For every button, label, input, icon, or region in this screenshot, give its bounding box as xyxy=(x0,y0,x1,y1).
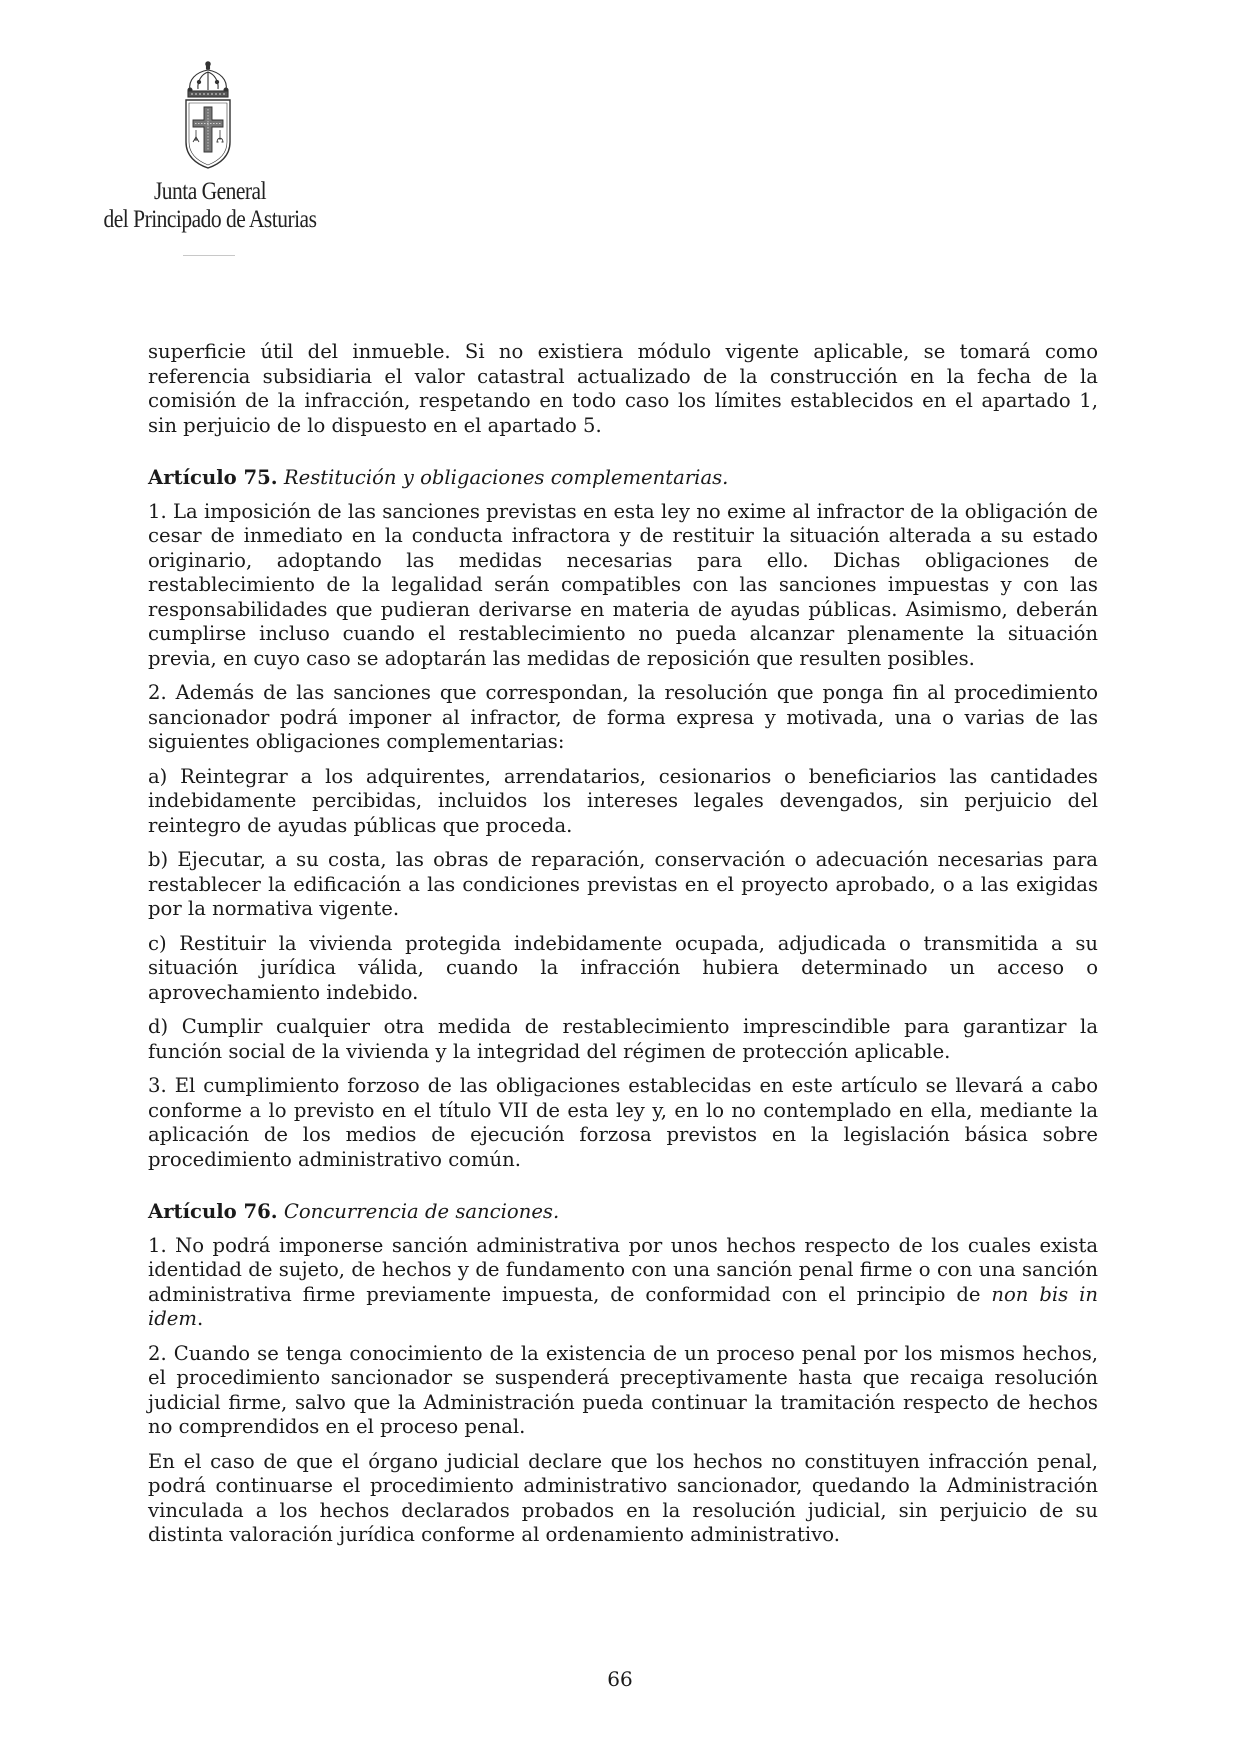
article-75-item-b: b) Ejecutar, a su costa, las obras de reparación, conservación o adecuación necesarias para restablecer la edificación a las condiciones previstas en el proyecto aprobado, o a las exigidas por la normativa vigente. xyxy=(148,848,1098,920)
article-76-paragraph-1 xyxy=(148,1234,1098,1332)
article-75-item-a: a) Reintegrar a los adquirentes, arrendatarios, cesionarios o beneficiarios las cantidades indebidamente percibidas, incluidos los intereses legales devengados, sin perjuicio del reintegro de ayudas públicas que proceda. xyxy=(148,764,1098,837)
letterhead xyxy=(80,60,340,233)
article-76-paragraph-3: En el caso de que el órgano judicial declare que los hechos no constituyen infracción penal, podrá continuarse el procedimiento administrativo sancionador, quedando la Administración vinculada a los hechos declarados probados en la resolución judicial, sin perjuicio de su distinta valoración jurídica conforme al ordenamiento administrativo. xyxy=(148,1449,1098,1546)
article-75-heading xyxy=(148,466,1098,491)
article-75-number: Artículo 75. xyxy=(148,466,278,489)
article-76-paragraph-2: 2. Cuando se tenga conocimiento de la existencia de un proceso penal por los mismos hechos, el procedimiento sancionador se suspenderá preceptivamente hasta que recaiga resolución judicial firme, salvo que la Administración pueda continuar la tramitación respecto de hechos no comprendidos en el proceso penal. xyxy=(148,1341,1098,1438)
article-75-title: Restitución y obligaciones complementarias. xyxy=(283,466,729,489)
article-75-paragraph-2: 2. Además de las sanciones que correspondan, la resolución que ponga fin al procedimiento sancionador podrá imponer al infractor, de forma expresa y motivada, una o varias de las siguientes obligaciones complementarias: xyxy=(148,681,1098,753)
article-75-paragraph-1: 1. La imposición de las sanciones previstas en esta ley no exime al infractor de la obligación de cesar de inmediato en la conducta infractora y de restituir la situación alterada a su estado originario, adoptando las medidas necesarias para ello. Dichas obligaciones de restablecimiento de la legalidad serán compatibles con las sanciones impuestas y con las responsabilidades que pudieran derivarse en materia de ayudas públicas. Asimismo, deberán cumplirse incluso cuando el restablecimiento no pueda alcanzar plenamente la situación previa, en cuyo caso se adoptarán las medidas de reposición que resulten posibles. xyxy=(148,499,1098,670)
institution-name xyxy=(98,178,322,234)
latin-phrase: non bis in idem xyxy=(148,1282,1098,1330)
article-75-item-d: d) Cumplir cualquier otra medida de restablecimiento imprescindible para garantizar la función social de la vivienda y la integridad del régimen de protección aplicable. xyxy=(148,1015,1098,1063)
article-76-heading xyxy=(148,1200,1098,1225)
article-76-paragraph-1-end: . xyxy=(196,1307,204,1330)
article-76-title: Concurrencia de sanciones. xyxy=(283,1200,560,1223)
letterhead-divider xyxy=(183,255,235,256)
article-75-paragraph-3: 3. El cumplimiento forzoso de las obligaciones establecidas en este artículo se llevará a cabo conforme a lo previsto en el título VII de esta ley y, en lo no contemplado en ella, mediante la aplicación de los medios de ejecución forzosa previstos en la legislación básica sobre procedimiento administrativo común. xyxy=(148,1074,1098,1171)
coat-of-arms-icon xyxy=(178,60,238,172)
institution-name-line1: Junta General xyxy=(153,178,267,205)
article-76-number: Artículo 76. xyxy=(148,1200,278,1223)
continuation-paragraph: superficie útil del inmueble. Si no existiera módulo vigente aplicable, se tomará como referencia subsidiaria el valor catastral actualizado de la construcción en la fecha de la comisión de la infracción, respetando en todo caso los límites establecidos en el apartado 1, sin perjuicio de lo dispuesto en el apartado 5. xyxy=(148,340,1098,437)
page-number: 66 xyxy=(607,1667,633,1691)
institution-name-line2: del Principado de Asturias xyxy=(103,206,317,233)
document-body xyxy=(148,340,1098,1558)
article-75-item-c: c) Restituir la vivienda protegida indebidamente ocupada, adjudicada o transmitida a su situación jurídica válida, cuando la infracción hubiera determinado un acceso o aprovechamiento indebido. xyxy=(148,931,1098,1004)
article-76-paragraph-1-text: 1. No podrá imponerse sanción administrativa por unos hechos respecto de los cuales exista identidad de sujeto, de hechos y de fundamento con una sanción penal firme o con una sanción administrativa firme previamente impuesta, de conformidad con el principio de xyxy=(148,1233,1098,1306)
